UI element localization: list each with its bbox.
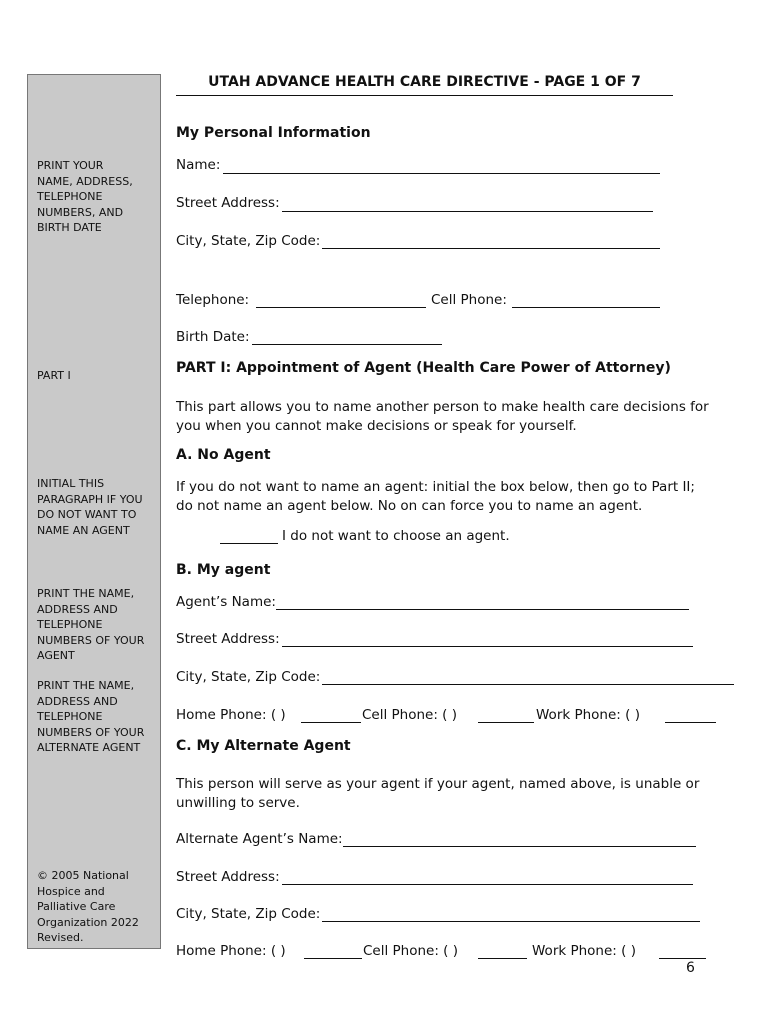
name-label: Name: — [176, 157, 221, 173]
no-agent-heading: A. No Agent — [176, 447, 271, 463]
name-field[interactable] — [223, 173, 660, 174]
agent-street-field[interactable] — [282, 646, 693, 647]
cell-phone-label: Cell Phone: — [431, 292, 507, 308]
copyright-note: © 2005 National Hospice and Palliative Care Organization 2022 Revised. — [37, 869, 139, 945]
alternate-agent-heading: C. My Alternate Agent — [176, 738, 351, 754]
agent-cell-phone-field[interactable] — [478, 722, 534, 723]
agent-name-field[interactable] — [276, 609, 689, 610]
agent-work-phone-field[interactable] — [665, 722, 716, 723]
alternate-street-field[interactable] — [282, 884, 693, 885]
alternate-work-phone-field[interactable] — [659, 958, 706, 959]
agent-city-field[interactable] — [322, 684, 734, 685]
no-agent-statement: I do not want to choose an agent. — [282, 528, 510, 544]
agent-cell-phone-label: Cell Phone: ( ) — [362, 707, 458, 723]
alternate-home-phone-field[interactable] — [304, 958, 362, 959]
city-state-zip-label: City, State, Zip Code: — [176, 233, 321, 249]
sidebar-note-alternate-agent: PRINT THE NAME, ADDRESS AND TELEPHONE NUMBERS OF YOUR ALTERNATE AGENT — [37, 679, 145, 755]
alternate-agent-name-label: Alternate Agent’s Name: — [176, 831, 343, 847]
page-title: UTAH ADVANCE HEALTH CARE DIRECTIVE - PAGE 1 OF 7 — [176, 74, 673, 96]
part-1-intro: This part allows you to name another person to make health care decisions for you when you cannot make decisions or speak for yourself. — [176, 399, 709, 434]
no-agent-initial-field[interactable] — [220, 543, 278, 544]
alternate-cell-phone-field[interactable] — [478, 958, 527, 959]
telephone-field[interactable] — [256, 307, 426, 308]
cell-phone-field[interactable] — [512, 307, 660, 308]
alternate-work-phone-label: Work Phone: ( ) — [532, 943, 636, 959]
street-address-label: Street Address: — [176, 195, 280, 211]
part-1-heading: PART I: Appointment of Agent (Health Care Power of Attorney) — [176, 360, 671, 376]
agent-home-phone-field[interactable] — [301, 722, 361, 723]
alternate-street-label: Street Address: — [176, 869, 280, 885]
birth-date-label: Birth Date: — [176, 329, 250, 345]
no-agent-text: If you do not want to name an agent: initial the box below, then go to Part II; do not name an agent below. No on can force you to name an agent. — [176, 479, 695, 514]
birth-date-field[interactable] — [252, 344, 442, 345]
sidebar-note-part-1: PART I — [37, 369, 71, 382]
alternate-home-phone-label: Home Phone: ( ) — [176, 943, 286, 959]
sidebar-note-agent: PRINT THE NAME, ADDRESS AND TELEPHONE NUMBERS OF YOUR AGENT — [37, 587, 145, 663]
alternate-city-label: City, State, Zip Code: — [176, 906, 321, 922]
sidebar-note-personal-info: PRINT YOUR NAME, ADDRESS, TELEPHONE NUMBERS, AND BIRTH DATE — [37, 159, 133, 235]
city-state-zip-field[interactable] — [322, 248, 660, 249]
sidebar-note-no-agent: INITIAL THIS PARAGRAPH IF YOU DO NOT WANT TO NAME AN AGENT — [37, 477, 143, 537]
agent-name-label: Agent’s Name: — [176, 594, 276, 610]
agent-home-phone-label: Home Phone: ( ) — [176, 707, 286, 723]
street-address-field[interactable] — [282, 211, 653, 212]
alternate-city-field[interactable] — [322, 921, 700, 922]
alternate-agent-text: This person will serve as your agent if your agent, named above, is unable or unwilling to serve. — [176, 776, 700, 811]
agent-street-label: Street Address: — [176, 631, 280, 647]
alternate-cell-phone-label: Cell Phone: ( ) — [363, 943, 459, 959]
telephone-label: Telephone: — [176, 292, 250, 308]
agent-work-phone-label: Work Phone: ( ) — [536, 707, 640, 723]
agent-city-label: City, State, Zip Code: — [176, 669, 321, 685]
alternate-agent-name-field[interactable] — [343, 846, 696, 847]
my-agent-heading: B. My agent — [176, 562, 271, 578]
page-number: 6 — [686, 960, 695, 976]
personal-info-heading: My Personal Information — [176, 125, 371, 141]
